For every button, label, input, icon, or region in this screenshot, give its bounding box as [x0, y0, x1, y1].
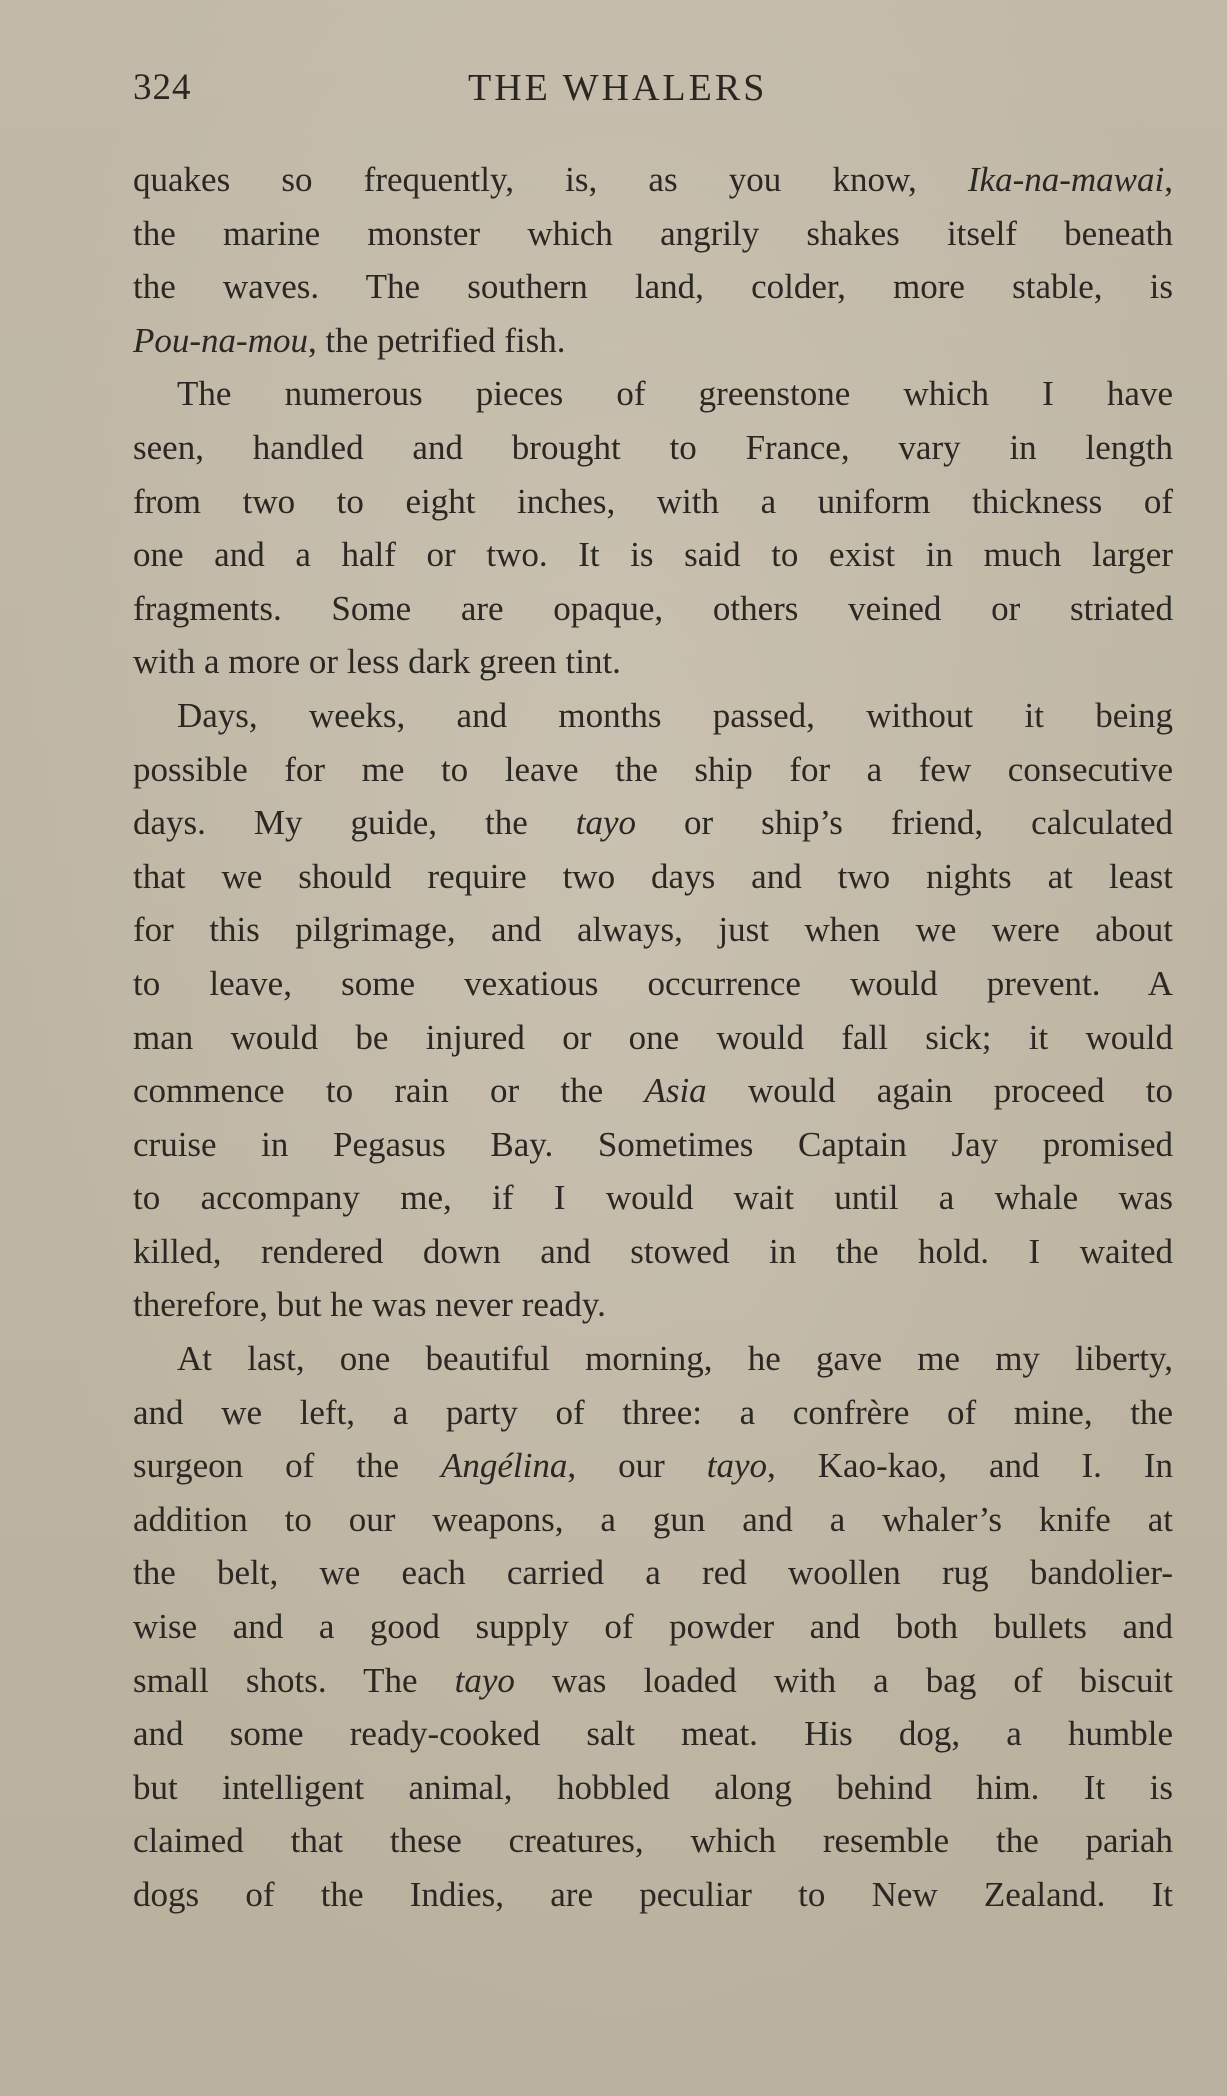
- text-line-12: possible for me to leave the ship for a few consecutive: [133, 749, 1173, 789]
- text-line-18: commence to rain or the Asia would again proceed to: [133, 1071, 1174, 1111]
- text-line-24: and we left, a party of three: a confrère of mine, the: [133, 1392, 1173, 1432]
- running-title: THE WHALERS: [468, 67, 768, 109]
- italic-term: tayo: [454, 1660, 515, 1700]
- text-line-8: one and a half or two. It is said to exist in much larger: [133, 535, 1173, 575]
- text-line-33: dogs of the Indies, are peculiar to New Zealand. It: [133, 1875, 1173, 1914]
- italic-term: Asia: [644, 1071, 707, 1111]
- body-text: [133, 153, 1173, 1922]
- text-line-9: fragments. Some are opaque, others veined or striated: [133, 588, 1173, 628]
- text-line-5: The numerous pieces of greenstone which I have: [177, 374, 1173, 414]
- text-line-28: wise and a good supply of powder and both bullets and: [133, 1607, 1173, 1647]
- italic-term: Angélina: [441, 1446, 568, 1486]
- text-line-11: Days, weeks, and months passed, without it being: [177, 695, 1173, 735]
- text-line-31: but intelligent animal, hobbled along behind him. It is: [133, 1767, 1173, 1807]
- text-line-29: small shots. The tayo was loaded with a bag of biscuit: [133, 1660, 1173, 1700]
- text-line-16: to leave, some vexatious occurrence would prevent. A: [133, 963, 1173, 1003]
- text-line-30: and some ready-cooked salt meat. His dog, a humble: [133, 1714, 1173, 1754]
- text-line-21: killed, rendered down and stowed in the hold. I waited: [133, 1231, 1173, 1271]
- text-line-2: the marine monster which angrily shakes itself beneath: [133, 213, 1173, 253]
- italic-term: Pou-na-mou: [133, 320, 308, 360]
- italic-term: Ika-na-mawai: [967, 160, 1165, 199]
- italic-term: tayo: [575, 803, 637, 843]
- text-line-20: to accompany me, if I would wait until a whale was: [133, 1178, 1173, 1218]
- text-line-25: surgeon of the Angélina, our tayo, Kao-kao, and I. In: [133, 1446, 1174, 1486]
- text-line-6: seen, handled and brought to France, vary in length: [133, 427, 1173, 467]
- text-line-1: quakes so frequently, is, as you know, Ika-na-mawai,: [133, 160, 1173, 199]
- text-line-4: Pou-na-mou, the petrified fish.: [133, 320, 566, 360]
- italic-term: tayo: [706, 1446, 768, 1486]
- text-line-13: days. My guide, the tayo or ship’s friend, calculated: [133, 803, 1174, 843]
- text-line-27: the belt, we each carried a red woollen rug bandolier-: [133, 1553, 1173, 1593]
- text-line-26: addition to our weapons, a gun and a whaler’s knife at: [133, 1499, 1173, 1539]
- text-line-22: therefore, but he was never ready.: [133, 1285, 606, 1325]
- text-line-17: man would be injured or one would fall sick; it would: [133, 1017, 1173, 1057]
- text-line-7: from two to eight inches, with a uniform thickness of: [133, 481, 1173, 521]
- text-line-15: for this pilgrimage, and always, just when we were about: [133, 910, 1173, 950]
- page-number: 324: [133, 67, 192, 108]
- text-line-10: with a more or less dark green tint.: [133, 642, 621, 682]
- text-line-3: the waves. The southern land, colder, more stable, is: [133, 267, 1173, 307]
- text-line-14: that we should require two days and two nights at least: [133, 856, 1173, 896]
- text-line-32: claimed that these creatures, which resemble the pariah: [133, 1821, 1173, 1861]
- text-line-19: cruise in Pegasus Bay. Sometimes Captain Jay promised: [133, 1124, 1173, 1164]
- text-line-23: At last, one beautiful morning, he gave me my liberty,: [177, 1339, 1173, 1379]
- page-header: [133, 66, 1173, 126]
